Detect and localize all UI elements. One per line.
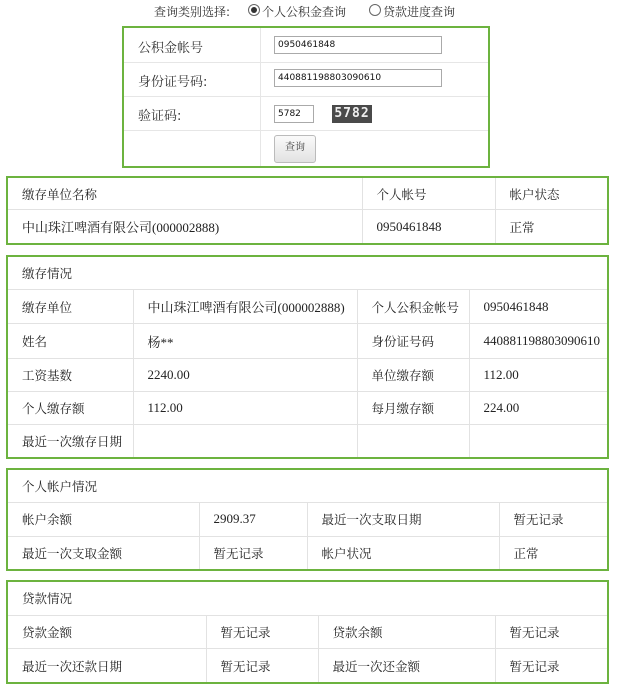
value-account-condition: 正常 (499, 536, 607, 569)
deposit-info-table (6, 255, 609, 459)
query-type-label: 查询类别选择: (154, 5, 231, 19)
value-personal-deposit: 112.00 (133, 392, 357, 425)
id-input[interactable] (274, 69, 442, 87)
value-name: 杨** (133, 324, 357, 359)
header-account-status: 帐户状态 (495, 178, 607, 210)
table-row (8, 503, 607, 537)
value-last-withdraw-amount: 暂无记录 (199, 536, 307, 569)
captcha-input[interactable] (274, 105, 314, 123)
value-unit-deposit: 112.00 (469, 359, 607, 392)
value-loan-balance: 暂无记录 (495, 615, 607, 649)
label-loan-amount: 贷款金额 (8, 615, 206, 649)
label-account-condition: 帐户状况 (307, 536, 499, 569)
value-loan-amount: 暂无记录 (206, 615, 318, 649)
label-wage-base: 工资基数 (8, 359, 133, 392)
table-row (8, 289, 607, 324)
radio-loan-progress-label[interactable]: 贷款进度查询 (383, 5, 456, 19)
table-row (8, 324, 607, 359)
loan-info-table (6, 580, 609, 684)
label-fund-account: 个人公积金帐号 (357, 289, 469, 324)
label-last-repay-date: 最近一次还款日期 (8, 649, 206, 682)
label-loan-balance: 贷款余额 (318, 615, 495, 649)
value-wage-base: 2240.00 (133, 359, 357, 392)
account-info-table (6, 468, 609, 571)
account-label: 公积金帐号 (138, 41, 204, 56)
value-last-repay-date: 暂无记录 (206, 649, 318, 682)
form-row-captcha (124, 96, 488, 131)
value-monthly-deposit: 224.00 (469, 392, 607, 425)
label-personal-deposit: 个人缴存额 (8, 392, 133, 425)
captcha-image[interactable]: 5782 (332, 105, 372, 123)
unit-summary-table (6, 176, 609, 245)
table-row (8, 536, 607, 569)
query-type-selector (0, 2, 640, 20)
value-last-repay-amount: 暂无记录 (495, 649, 607, 682)
table-row (8, 425, 607, 457)
form-row-account (124, 28, 488, 63)
value-last-deposit-date (133, 425, 357, 457)
label-unit-deposit: 单位缴存额 (357, 359, 469, 392)
label-deposit-unit: 缴存单位 (8, 289, 133, 324)
table-row (8, 649, 607, 682)
value-account-balance: 2909.37 (199, 503, 307, 537)
account-section-title: 个人帐户情况 (8, 470, 607, 503)
cell-account-status: 正常 (495, 210, 607, 243)
label-last-withdraw-amount: 最近一次支取金额 (8, 536, 199, 569)
cell-personal-account: 0950461848 (362, 210, 495, 243)
loan-section-title: 贷款情况 (8, 582, 607, 615)
value-fund-account: 0950461848 (469, 289, 607, 324)
label-name: 姓名 (8, 324, 133, 359)
label-last-deposit-date: 最近一次缴存日期 (8, 425, 133, 457)
query-button[interactable]: 查询 (274, 135, 316, 163)
table-row (8, 392, 607, 425)
query-form (122, 26, 490, 168)
id-label: 身份证号码: (138, 75, 208, 90)
label-last-withdraw-date: 最近一次支取日期 (307, 503, 499, 537)
radio-personal-fund-label[interactable]: 个人公积金查询 (262, 5, 347, 19)
cell-unit-name: 中山珠江啤酒有限公司(000002888) (8, 210, 362, 243)
radio-personal-fund[interactable] (248, 4, 260, 16)
value-last-withdraw-date: 暂无记录 (499, 503, 607, 537)
table-header-row (8, 178, 607, 210)
value-deposit-unit: 中山珠江啤酒有限公司(000002888) (133, 289, 357, 324)
label-monthly-deposit: 每月缴存额 (357, 392, 469, 425)
label-account-balance: 帐户余额 (8, 503, 199, 537)
table-row (8, 615, 607, 649)
label-id-number: 身份证号码 (357, 324, 469, 359)
form-row-id (124, 62, 488, 97)
radio-loan-progress[interactable] (369, 4, 381, 16)
account-input[interactable] (274, 36, 442, 54)
captcha-label: 验证码: (138, 109, 182, 124)
table-row (8, 210, 607, 243)
value-id-number: 440881198803090610 (469, 324, 607, 359)
table-row (8, 359, 607, 392)
deposit-section-title: 缴存情况 (8, 257, 607, 289)
header-unit-name: 缴存单位名称 (8, 178, 362, 210)
label-last-repay-amount: 最近一次还金额 (318, 649, 495, 682)
header-personal-account: 个人帐号 (362, 178, 495, 210)
